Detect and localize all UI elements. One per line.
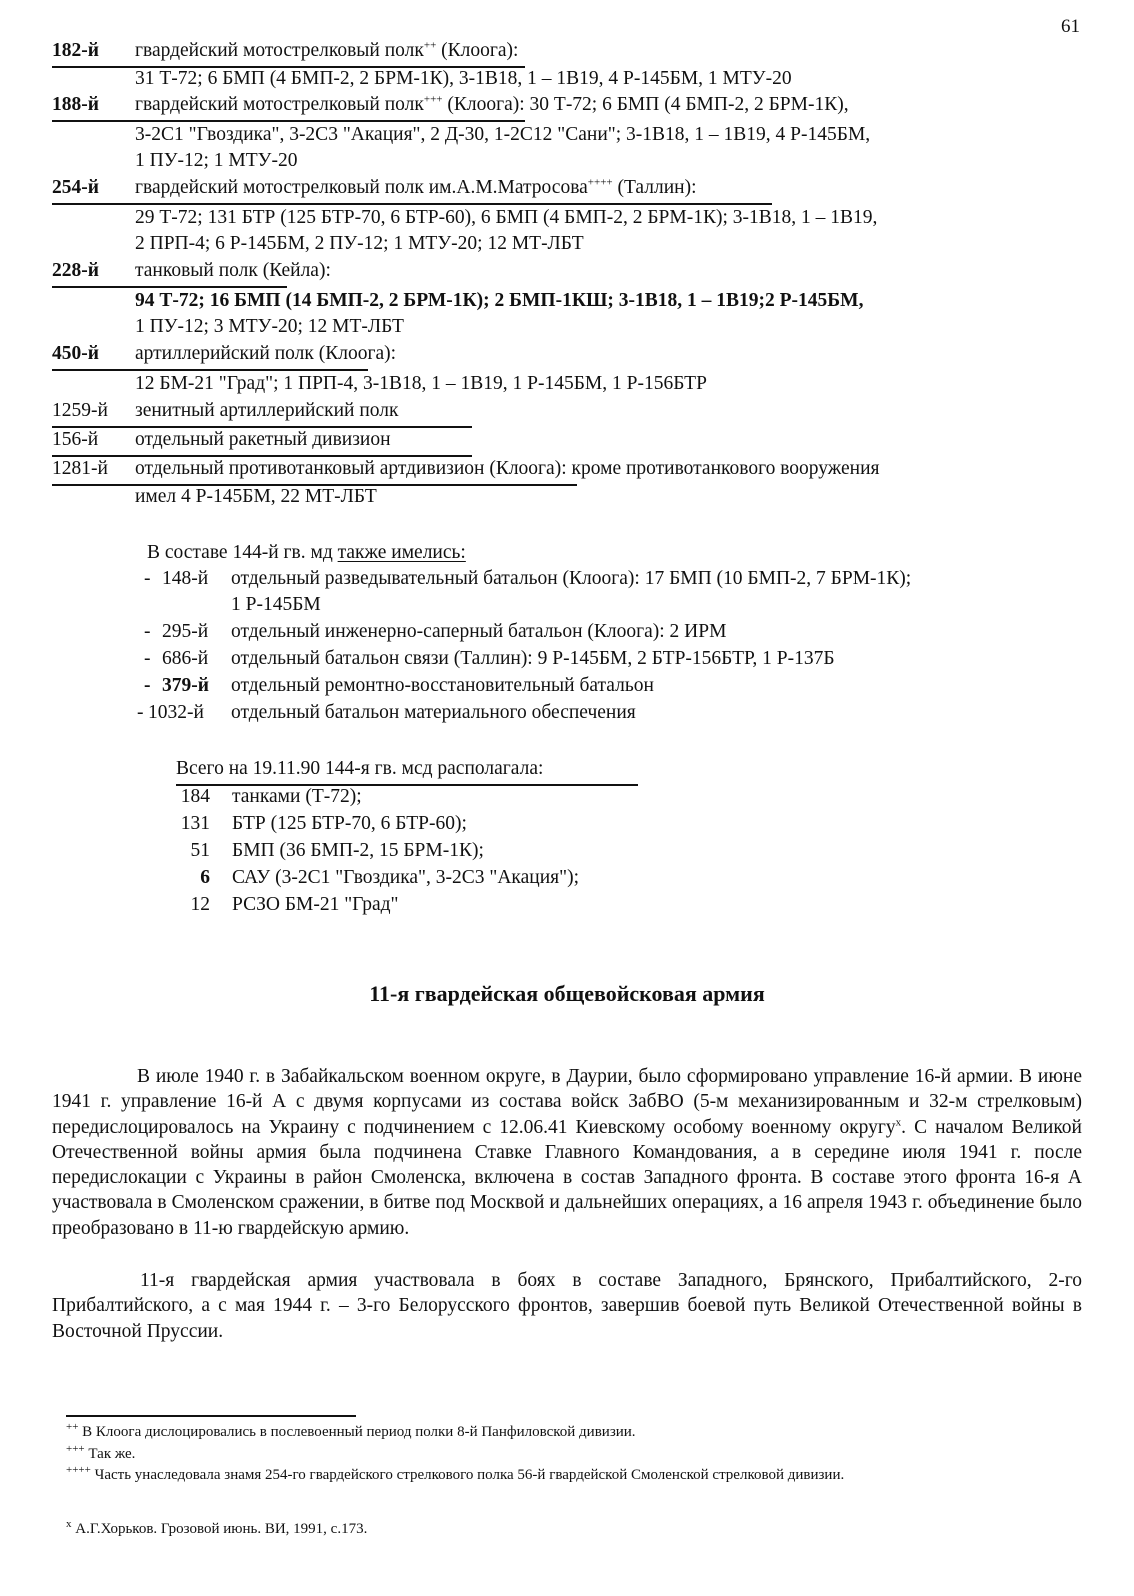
footnote-text: А.Г.Хорьков. Грозовой июнь. ВИ, 1991, с.173. bbox=[71, 1521, 368, 1537]
unit-detail: 94 Т-72; 16 БМП (14 БМП-2, 2 БРМ-1К); 2 БМП-1КШ; 3-1В18, 1 – 1В19;2 Р-145БМ, bbox=[135, 290, 864, 311]
footnote bbox=[66, 1445, 1082, 1464]
footnote-mark: x bbox=[66, 1518, 72, 1530]
unit-location: (Клоога): кроме противотанкового вооружения bbox=[484, 458, 880, 479]
footnote-ref: x bbox=[895, 1116, 902, 1129]
unit-heading bbox=[135, 260, 331, 282]
footnote-text: Часть унаследовала знамя 254-го гвардейского стрелкового полка 56-й гвардейской Смоленской стрелковой дивизии. bbox=[90, 1467, 845, 1483]
footnote-text: В Клоога дислоцировались в послевоенный период полки 8-й Панфиловской дивизии. bbox=[78, 1424, 636, 1440]
footnote-mark: +++ bbox=[66, 1443, 85, 1455]
unit-location: (Клоога): 30 Т-72; 6 БМП (4 БМП-2, 2 БРМ-1К), bbox=[442, 94, 849, 115]
list-dash: - bbox=[144, 568, 151, 589]
unit-heading bbox=[135, 458, 880, 480]
totals-count: 184 bbox=[180, 786, 210, 807]
totals-label: САУ (3-2С1 "Гвоздика", 3-2С3 "Акация"); bbox=[232, 867, 579, 888]
unit-location: (Кейла): bbox=[257, 260, 331, 281]
underline-rule bbox=[52, 286, 287, 288]
list-dash: - bbox=[137, 702, 144, 723]
underline-rule bbox=[52, 203, 772, 205]
also-intro-text: В составе 144-й гв. мд bbox=[147, 542, 338, 563]
unit-number: 1259-й bbox=[52, 400, 108, 421]
list-item-text: отдельный ремонтно-восстановительный батальон bbox=[231, 675, 654, 696]
unit-detail: 29 Т-72; 131 БТР (125 БТР-70, 6 БТР-60), 6 БМП (4 БМП-2, 2 БРМ-1К); 3-1В18, 1 – 1В19, bbox=[135, 207, 878, 228]
unit-location: (Клоога): bbox=[436, 40, 519, 61]
unit-detail: 1 ПУ-12; 1 МТУ-20 bbox=[135, 150, 298, 171]
list-dash: - bbox=[144, 648, 151, 669]
totals-label: БМП (36 БМП-2, 15 БРМ-1К); bbox=[232, 840, 484, 861]
list-dash: - bbox=[144, 675, 151, 696]
footnote-ref: ++ bbox=[423, 39, 437, 52]
paragraph-text: . С началом Великой Отечественной войны армия была подчинена Ставке Главного Командования, а в середине июля 1941 г. после передислокации с Украины в район Смоленска, включена в состав Западного фронта. В составе этого фронта 16-я А участвовала в Смоленском сражении, в битве под Москвой и дальнейших операциях, а 16 апреля 1943 г. объединение было преобразовано в 11-ю гвардейскую армию. bbox=[52, 1116, 1082, 1239]
totals-count: 12 bbox=[190, 894, 210, 915]
totals-label: танками (Т-72); bbox=[232, 786, 362, 807]
footnote-ref: +++ bbox=[423, 93, 443, 106]
unit-detail: 2 ПРП-4; 6 Р-145БМ, 2 ПУ-12; 1 МТУ-20; 12 МТ-ЛБТ bbox=[135, 233, 584, 254]
list-item-text: отдельный батальон материального обеспечения bbox=[231, 702, 636, 723]
unit-title: гвардейский мотострелковый полк bbox=[135, 94, 424, 115]
underline-rule bbox=[52, 369, 368, 371]
unit-title: гвардейский мотострелковый полк им.А.М.Матросова bbox=[135, 177, 588, 198]
footnote bbox=[66, 1520, 1082, 1539]
unit-location: (Таллин): bbox=[612, 177, 697, 198]
footnote-mark: ++++ bbox=[66, 1464, 91, 1476]
list-dash: - bbox=[144, 621, 151, 642]
also-intro bbox=[147, 542, 466, 564]
list-item-text: отдельный разведывательный батальон (Клоога): 17 БМП (10 БМП-2, 7 БРМ-1К); bbox=[231, 568, 912, 589]
body-paragraph bbox=[52, 1064, 1082, 1241]
underline-rule bbox=[52, 455, 472, 457]
unit-heading bbox=[135, 94, 849, 116]
unit-location: (Клоога): bbox=[313, 343, 397, 364]
list-item-number: 295-й bbox=[162, 621, 209, 642]
unit-title: артиллерийский полк bbox=[135, 343, 314, 364]
section-heading: 11-я гвардейская общевойсковая армия bbox=[369, 981, 765, 1006]
footnote-rule bbox=[66, 1415, 356, 1417]
totals-heading: Всего на 19.11.90 144-я гв. мсд располагала: bbox=[176, 758, 544, 779]
underline-rule bbox=[52, 120, 525, 122]
page-number: 61 bbox=[1061, 16, 1080, 37]
body-paragraph: 11-я гвардейская армия участвовала в боях в составе Западного, Брянского, Прибалтийского, 2-го Прибалтийского, а с мая 1944 г. – 3-го Белорусского фронтов, завершив боевой путь Великой Отечественной войны в Восточной Пруссии. bbox=[52, 1270, 1082, 1342]
unit-detail: 1 ПУ-12; 3 МТУ-20; 12 МТ-ЛБТ bbox=[135, 316, 404, 337]
unit-detail: 12 БМ-21 "Град"; 1 ПРП-4, 3-1В18, 1 – 1В19, 1 Р-145БМ, 1 Р-156БТР bbox=[135, 373, 707, 394]
footnote-mark: ++ bbox=[66, 1421, 79, 1433]
unit-detail: 31 Т-72; 6 БМП (4 БМП-2, 2 БРМ-1К), 3-1В18, 1 – 1В19, 4 Р-145БМ, 1 МТУ-20 bbox=[135, 68, 792, 89]
unit-heading bbox=[135, 40, 518, 62]
totals-label: БТР (125 БТР-70, 6 БТР-60); bbox=[232, 813, 467, 834]
unit-heading bbox=[135, 343, 396, 365]
list-item-text: отдельный батальон связи (Таллин): 9 Р-145БМ, 2 БТР-156БТР, 1 Р-137Б bbox=[231, 648, 835, 669]
unit-number: 1281-й bbox=[52, 458, 108, 479]
list-item-number: 1032-й bbox=[148, 702, 204, 723]
underline-rule bbox=[52, 426, 472, 428]
footnote-text: Так же. bbox=[84, 1446, 136, 1462]
unit-number: 188-й bbox=[52, 94, 99, 115]
paragraph-text: В июле 1940 г. в Забайкальском военном округе, в Даурии, было сформировано управление 16-й армии. В июне 1941 г. управление 16-й А с двумя корпусами из состава войск ЗабВО (5-м механизированным и 32-м стрелковым) передислоцировалось на Украину с подчинением с 12.06.41 Киевскому особому военному округу bbox=[52, 1066, 1082, 1138]
unit-heading bbox=[135, 177, 697, 199]
unit-number: 228-й bbox=[52, 260, 99, 281]
unit-title: зенитный артиллерийский полк bbox=[135, 400, 399, 421]
list-item-number: 148-й bbox=[162, 568, 209, 589]
list-item-text: 1 Р-145БМ bbox=[231, 594, 321, 615]
also-intro-underlined: также имелись: bbox=[337, 542, 466, 563]
footnote-ref: ++++ bbox=[587, 176, 613, 189]
unit-title: отдельный противотанковый артдивизион bbox=[135, 458, 485, 479]
unit-number: 254-й bbox=[52, 177, 99, 198]
footnote bbox=[66, 1466, 1082, 1485]
list-item-number: 379-й bbox=[162, 675, 209, 696]
totals-count: 6 bbox=[200, 867, 210, 888]
unit-title: отдельный ракетный дивизион bbox=[135, 429, 391, 450]
unit-number: 182-й bbox=[52, 40, 99, 61]
list-item-text: отдельный инженерно-саперный батальон (Клоога): 2 ИРМ bbox=[231, 621, 727, 642]
unit-number: 156-й bbox=[52, 429, 99, 450]
list-item-number: 686-й bbox=[162, 648, 209, 669]
totals-count: 131 bbox=[180, 813, 210, 834]
unit-title: танковый полк bbox=[135, 260, 258, 281]
unit-detail: имел 4 Р-145БМ, 22 МТ-ЛБТ bbox=[135, 486, 377, 507]
unit-title: гвардейский мотострелковый полк bbox=[135, 40, 424, 61]
totals-count: 51 bbox=[190, 840, 210, 861]
unit-number: 450-й bbox=[52, 343, 99, 364]
totals-label: РСЗО БМ-21 "Град" bbox=[232, 894, 399, 915]
unit-detail: 3-2С1 "Гвоздика", 3-2С3 "Акация", 2 Д-30, 1-2С12 "Сани"; 3-1В18, 1 – 1В19, 4 Р-145БМ, bbox=[135, 124, 871, 145]
footnote bbox=[66, 1423, 1082, 1442]
